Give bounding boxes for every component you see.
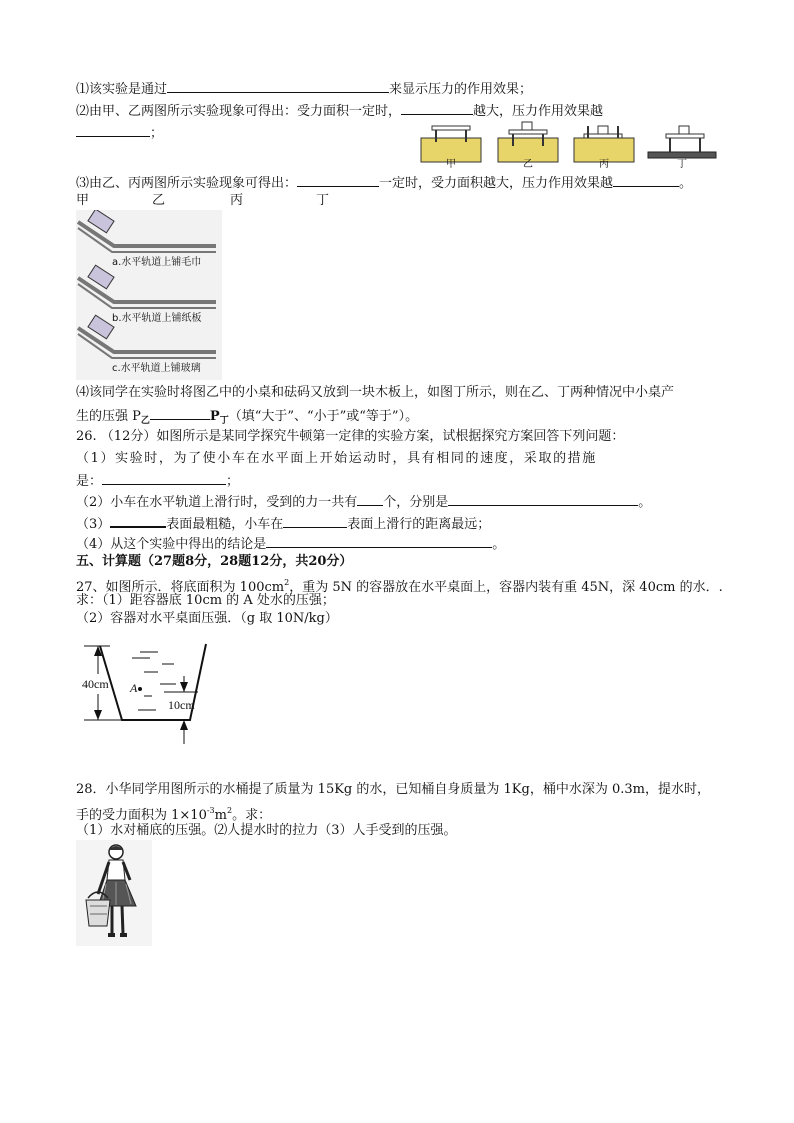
svg-text:甲: 甲 — [446, 159, 456, 168]
blank[interactable] — [102, 471, 226, 485]
blank[interactable] — [283, 514, 347, 528]
svg-text:40cm: 40cm — [82, 677, 109, 691]
q27-line1: 27、如图所示．将底面积为 $100cm^2$，重为 5N 的容器放在水平桌面上，容器内装有重 45N，深 40cm 的水．. — [76, 578, 723, 595]
q28-line1: 28．小华同学用图所示的水桶提了质量为 15Kg 的水，已知桶自身质量为 1Kg，桶中水深为 0.3m，提水时， — [76, 782, 710, 797]
q25-part1: ⑴该实验是通过 来显示压力的作用效果； — [76, 79, 532, 98]
blank[interactable] — [613, 173, 679, 187]
svg-text:b.水平轨道上铺纸板: b.水平轨道上铺纸板 — [112, 313, 202, 324]
blank[interactable] — [357, 492, 383, 506]
svg-text:a.水平轨道上铺毛巾: a.水平轨道上铺毛巾 — [112, 257, 202, 268]
q26-q3: （3） 表面最粗糙，小车在 表面上滑行的距离最远； — [76, 513, 490, 533]
q26-q1-line1: （1）实验时，为了使小车在水平面上开始运动时，具有相同的速度，采取的措施 — [76, 451, 597, 466]
q27-line3: （2）容器对水平桌面压强．（g 取 10N/kg） — [76, 611, 338, 626]
q25-part3: ⑶由乙、丙两图所示实验现象可得出： 一定时，受力面积越大，压力作用效果越 。 — [76, 173, 692, 192]
q26-q1-line2: 是： ； — [76, 471, 239, 490]
pressure-figures — [418, 116, 718, 172]
figure-jia — [421, 126, 481, 168]
figure-bing — [574, 126, 634, 168]
q26-q4: （4）从这个实验中得出的结论是 。 — [76, 534, 505, 553]
label-jia: 甲 — [76, 193, 90, 208]
q28-line2: 手的受力面积为 $1\times 10^{-3}m^2$。求： — [76, 806, 272, 823]
blank[interactable] — [266, 534, 492, 548]
svg-text:丙: 丙 — [599, 159, 609, 168]
q27-line2: 求：（1）距容器底 10cm 的 A 处水的压强； — [76, 593, 335, 608]
blank[interactable] — [150, 406, 210, 420]
section-title: 五、计算题（27题8分，28题12分，共20分） — [76, 554, 353, 569]
blank[interactable] — [76, 123, 150, 137]
blank[interactable] — [401, 101, 473, 115]
blank[interactable] — [297, 173, 379, 187]
svg-text:c.水平轨道上铺玻璃: c.水平轨道上铺玻璃 — [112, 363, 201, 374]
label-bing: 丙 — [230, 193, 244, 208]
q25-part4-line1: ⑷该同学在实验时将图乙中的小桌和砝码又放到一块木板上，如图丁所示，则在乙、丁两种情况中小桌产 — [76, 385, 675, 400]
figure-ding — [648, 126, 716, 168]
q25-part2-cont: ； — [76, 123, 163, 142]
svg-text:A: A — [130, 681, 138, 695]
ramp-figure — [76, 210, 222, 384]
svg-text:丁: 丁 — [677, 159, 687, 168]
q26-head: 26. （12分）如图所示是某同学探究牛顿第一定律的实验方案，试根据探究方案回答下列问题： — [76, 429, 625, 444]
q28-line3: （1）水对桶底的压强。⑵人提水时的拉力（3）人手受到的压强。 — [76, 823, 457, 838]
blank[interactable] — [110, 513, 166, 528]
label-yi: 乙 — [152, 193, 166, 208]
q25-part2: ⑵由甲、乙两图所示实验现象可得出：受力面积一定时， 越大，压力作用效果越 — [76, 101, 603, 120]
container-figure — [80, 636, 216, 752]
q25-part4-line2: 生的压强 $P_乙$ $P_丁$（填“大于”、“小于”或“等于”）。 — [76, 406, 418, 430]
girl-bucket-figure — [76, 840, 152, 950]
figure-yi — [498, 122, 558, 168]
blank[interactable] — [167, 79, 389, 93]
q26-q2: （2）小车在水平轨道上滑行时，受到的力一共有 个，分别是 。 — [76, 492, 651, 511]
svg-text:乙: 乙 — [523, 159, 533, 168]
blank[interactable] — [448, 492, 638, 506]
label-ding: 丁 — [316, 193, 330, 208]
svg-text:10cm: 10cm — [168, 698, 195, 712]
